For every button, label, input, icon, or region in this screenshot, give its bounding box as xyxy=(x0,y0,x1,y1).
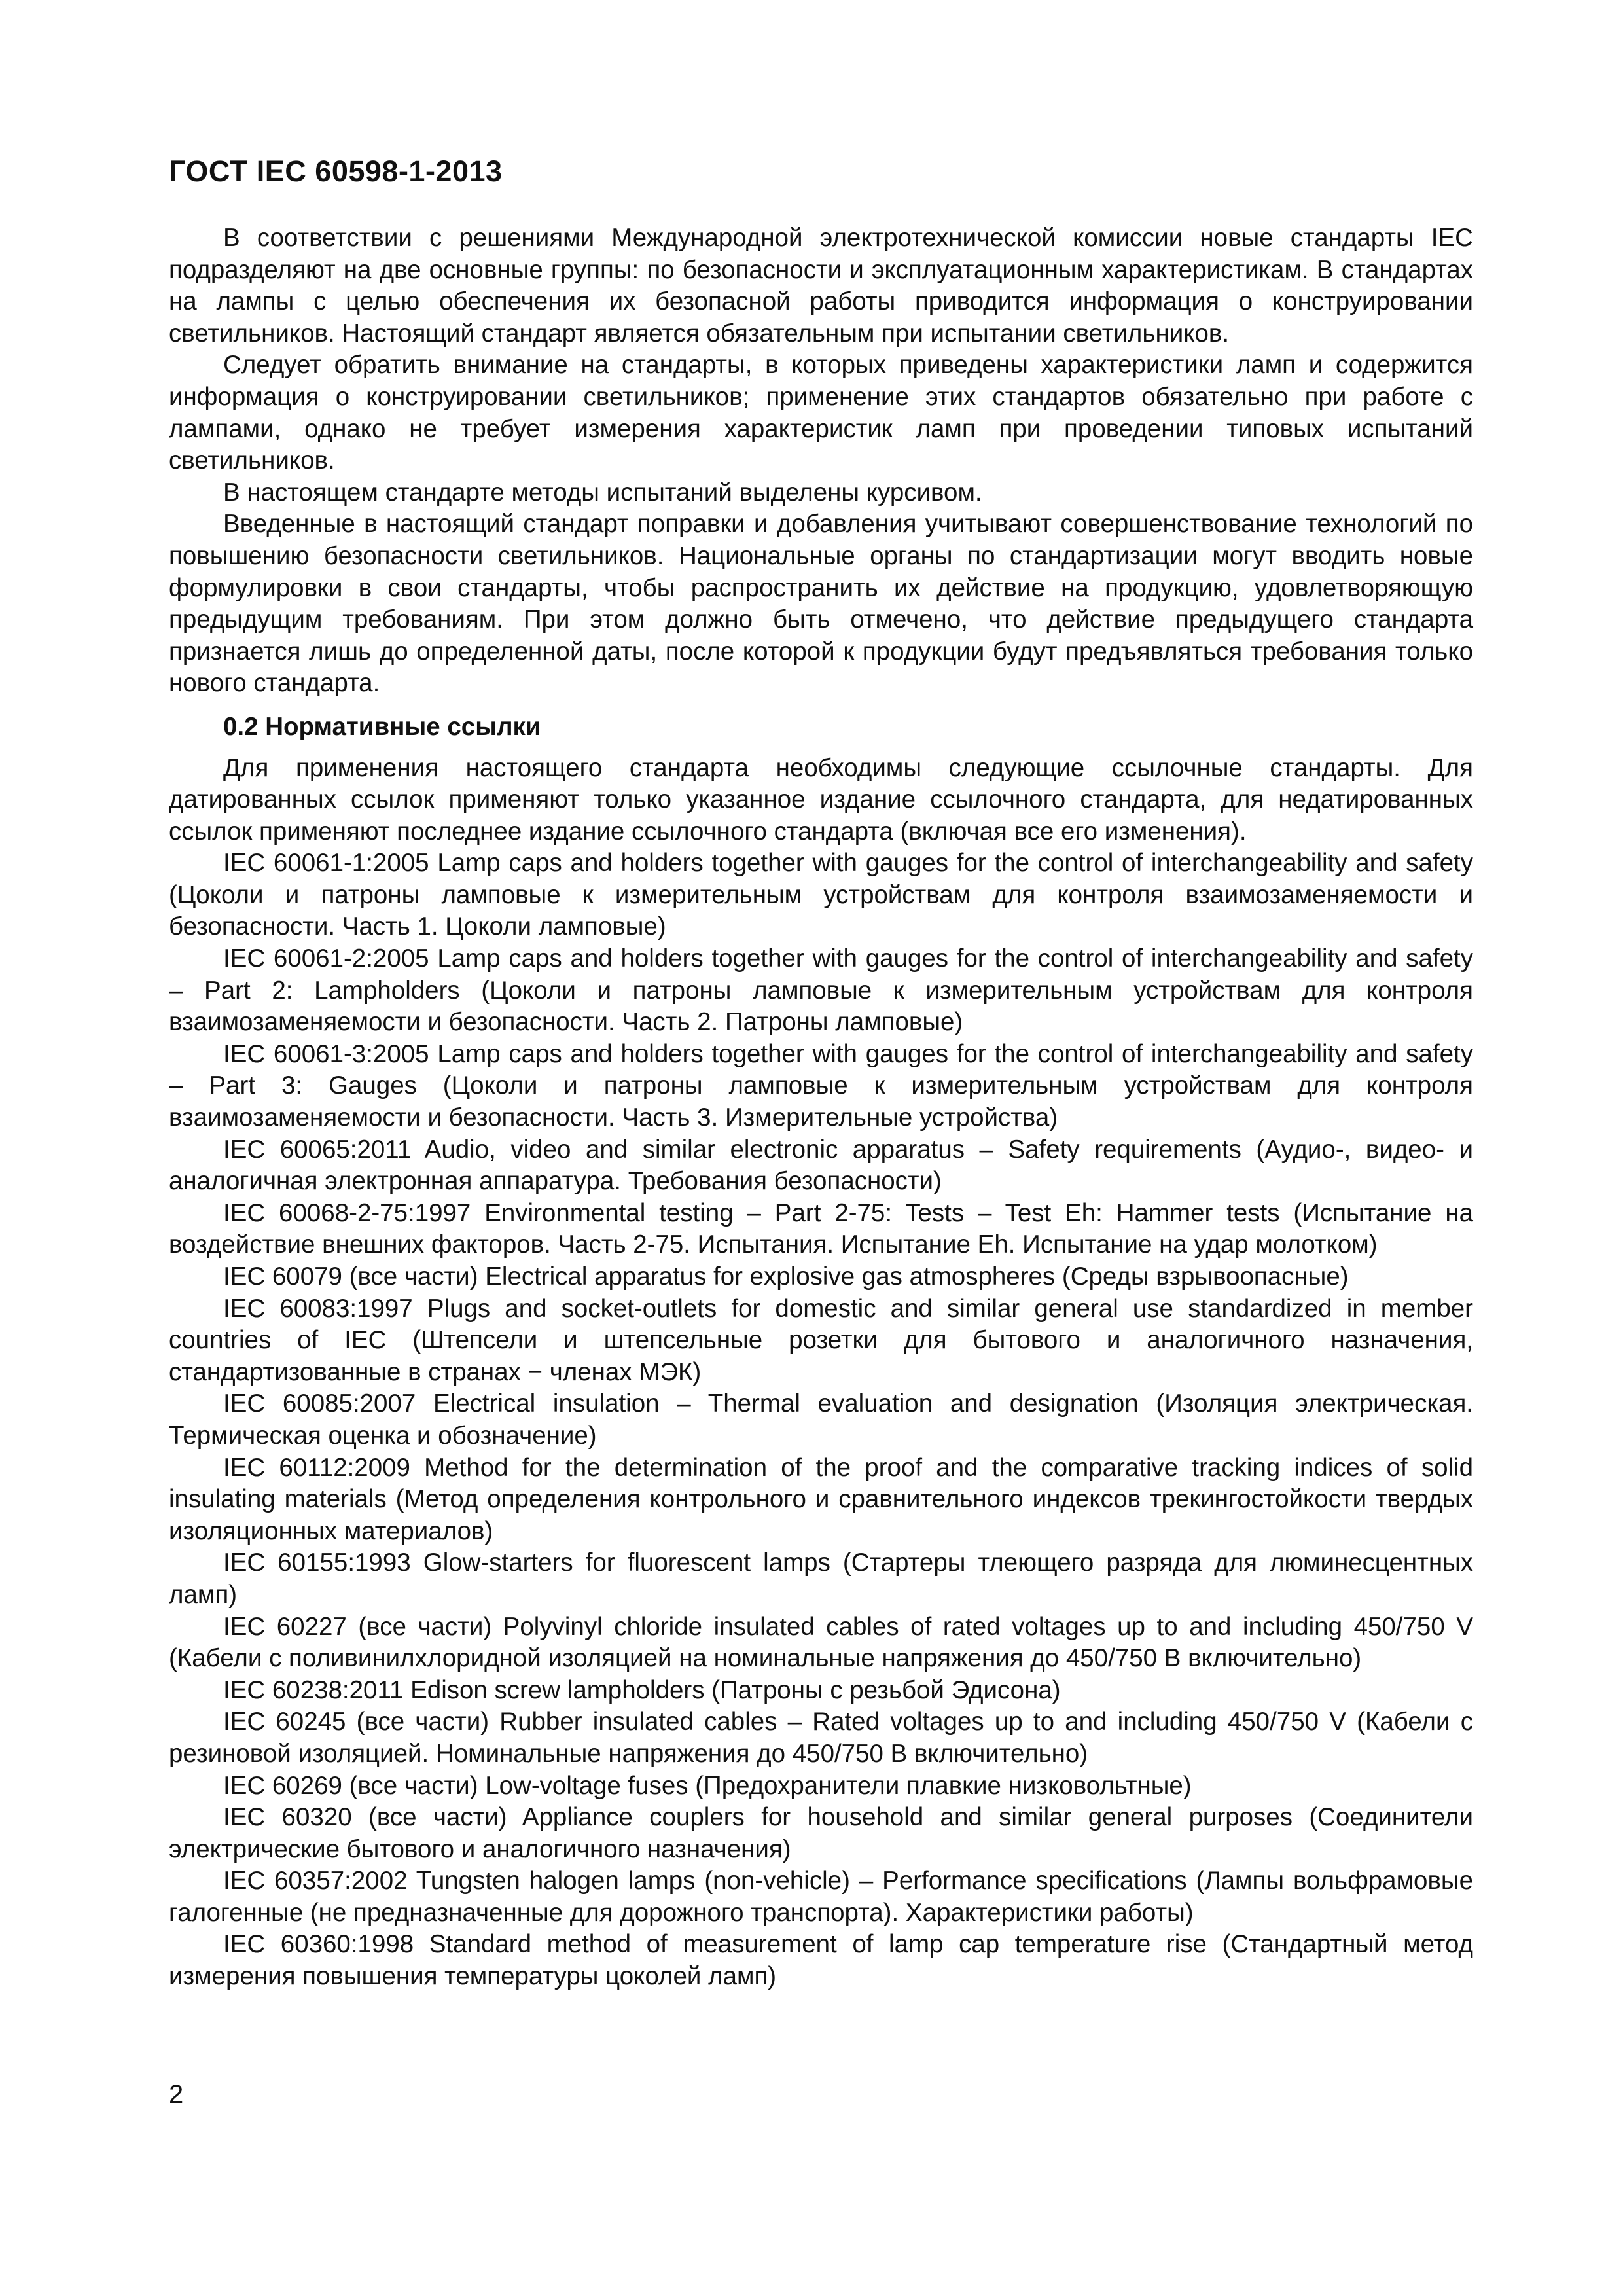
intro-paragraph: Введенные в настоящий стандарт поправки и добавления учитывают совершенствование технологий по повышению безопасности светильников. Национальные органы по стандартизации могут вводить новые формулировки в свои стандарты, чтобы распространить их действие на продукцию, удовлетворяющую предыдущим требованиям. При этом должно быть отмечено, что действие предыдущего стандарта признается лишь до определенной даты, после которой к продукции будут предъявляться требования только нового стандарта. xyxy=(169,510,1473,698)
document-header: ГОСТ IEC 60598-1-2013 xyxy=(169,154,503,188)
intro-paragraph: В соответствии с решениями Международной электротехнической комиссии новые стандарты IEC подразделяют на две основные группы: по безопасности и эксплуатационным характеристикам. В стандартах на лампы с целью обеспечения их безопасной работы приводится информация о конструировании светильников. Настоящий стандарт является обязательным при испытании светильников. xyxy=(169,224,1473,348)
reference-entry: IEC 60061-2:2005 Lamp caps and holders together with gauges for the control of interchangeability and safety – Part 2: Lampholders (Цоколи и патроны ламповые к измерительным устройствам для контроля взаимозаменяемости и безопасности. Часть 2. Патроны ламповые) xyxy=(169,944,1473,1037)
reference-entry: IEC 60227 (все части) Polyvinyl chloride insulated cables of rated voltages up to and including 450/750 V (Кабели с поливинилхлоридной изоляцией на номинальные напряжения до 450/750 В включительно) xyxy=(169,1612,1473,1673)
reference-entry: IEC 60061-3:2005 Lamp caps and holders together with gauges for the control of interchangeability and safety – Part 3: Gauges (Цоколи и патроны ламповые к измерительным устройствам для контроля взаимозаменяемости и безопасности. Часть 3. Измерительные устройства) xyxy=(169,1039,1473,1132)
reference-entry: IEC 60360:1998 Standard method of measurement of lamp cap temperature rise (Стандартный метод измерения повышения температуры цоколей ламп) xyxy=(169,1930,1473,1991)
reference-entry: IEC 60245 (все части) Rubber insulated cables – Rated voltages up to and including 450/750 V (Кабели с резиновой изоляцией. Номинальные напряжения до 450/750 В включительно) xyxy=(169,1708,1473,1768)
reference-entry: IEC 60085:2007 Electrical insulation – Thermal evaluation and designation (Изоляция электрическая. Термическая оценка и обозначение) xyxy=(169,1390,1473,1450)
reference-entry: IEC 60083:1997 Plugs and socket-outlets for domestic and similar general use standardized in member countries of IEC (Штепсели и штепсельные розетки для бытового и аналогичного назначения, стандартизованные в странах − членах МЭК) xyxy=(169,1294,1473,1386)
reference-entry: IEC 60357:2002 Tungsten halogen lamps (non-vehicle) – Performance specifications (Лампы вольфрамовые галогенные (не предназначенные для дорожного транспорта). Характеристики работы) xyxy=(169,1867,1473,1927)
reference-entry: IEC 60112:2009 Method for the determination of the proof and the comparative tracking indices of solid insulating materials (Метод определения контрольного и сравнительного индексов трекингостойкости твердых изоляционных материалов) xyxy=(169,1453,1473,1545)
reference-entry: IEC 60065:2011 Audio, video and similar electronic apparatus – Safety requirements (Аудио-, видео- и аналогичная электронная аппаратура. Требования безопасности) xyxy=(169,1135,1473,1196)
reference-entry: IEC 60269 (все части) Low-voltage fuses (Предохранители плавкие низковольтные) xyxy=(223,1771,1192,1800)
page-content xyxy=(169,223,1473,1993)
references-intro: Для применения настоящего стандарта необходимы следующие ссылочные стандарты. Для датированных ссылок применяют только указанное издание ссылочного стандарта, для недатированных ссылок применяют последнее издание ссылочного стандарта (включая все его изменения). xyxy=(169,753,1473,846)
intro-paragraph: В настоящем стандарте методы испытаний выделены курсивом. xyxy=(223,478,982,507)
intro-paragraph: Следует обратить внимание на стандарты, в которых приведены характеристики ламп и содержится информация о конструировании светильников; применение этих стандартов обязательно при работе с лампами, однако не требует измерения характеристик ламп при проведении типовых испытаний светильников. xyxy=(169,351,1473,475)
reference-entry: IEC 60061-1:2005 Lamp caps and holders together with gauges for the control of interchangeability and safety (Цоколи и патроны ламповые к измерительным устройствам для контроля взаимозаменяемости и безопасности. Часть 1. Цоколи ламповые) xyxy=(169,849,1473,941)
reference-entry: IEC 60155:1993 Glow-starters for fluorescent lamps (Стартеры тлеющего разряда для люминесцентных ламп) xyxy=(169,1549,1473,1609)
reference-entry: IEC 60079 (все части) Electrical apparatus for explosive gas atmospheres (Среды взрывоопасные) xyxy=(223,1263,1349,1291)
reference-entry: IEC 60238:2011 Edison screw lampholders (Патроны с резьбой Эдисона) xyxy=(223,1676,1061,1704)
reference-entry: IEC 60320 (все части) Appliance couplers for household and similar general purposes (Соединители электрические бытового и аналогичного назначения) xyxy=(169,1803,1473,1863)
page-number: 2 xyxy=(169,2080,184,2109)
section-heading: 0.2 Нормативные ссылки xyxy=(223,712,541,741)
reference-entry: IEC 60068-2-75:1997 Environmental testing – Part 2-75: Tests – Test Eh: Hammer tests (Испытание на воздействие внешних факторов. Часть 2-75. Испытания. Испытание Eh. Испытание на удар молотком) xyxy=(169,1198,1473,1259)
